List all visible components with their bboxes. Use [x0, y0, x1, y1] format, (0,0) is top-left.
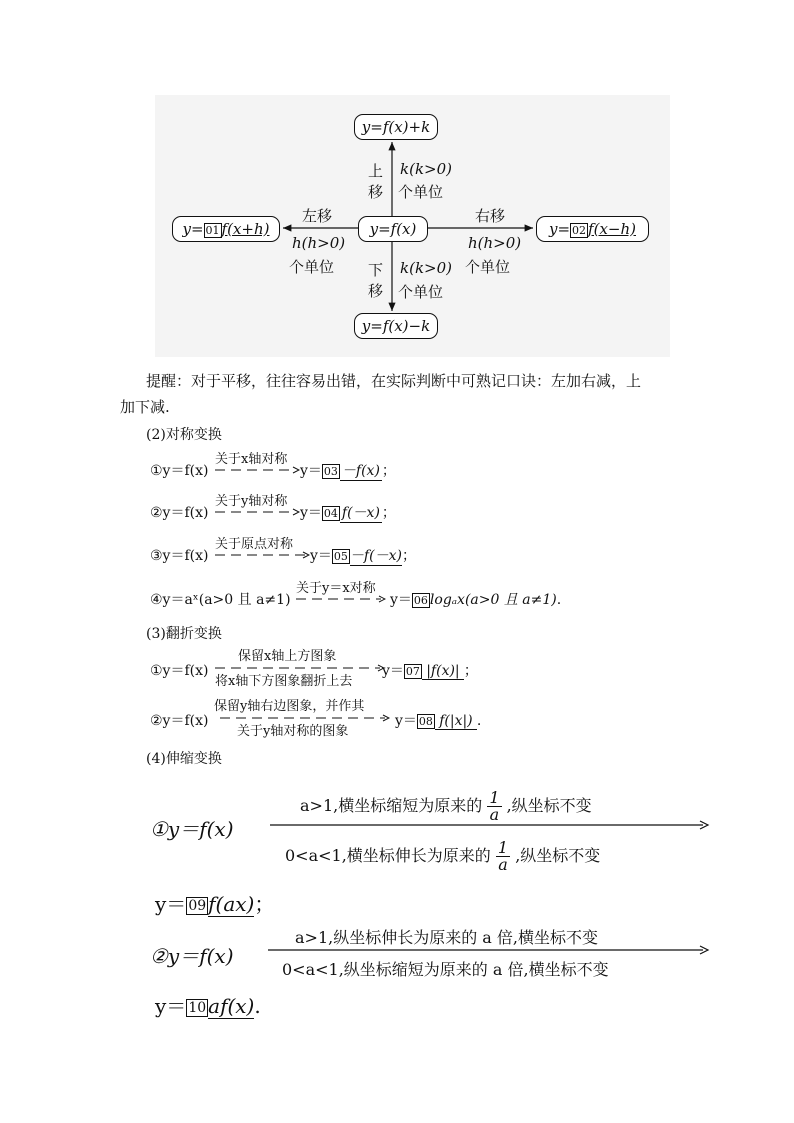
stretch-item-1-bottom-b: ,纵坐标不变	[515, 846, 601, 865]
symmetry-item-4-cond: 关于y＝x对称	[296, 581, 376, 596]
label-down-word1: 下	[368, 261, 384, 279]
label-left-unit: 个单位	[289, 258, 335, 276]
flip-title: (3)翻折变换	[146, 626, 222, 642]
label-left-word: 左移	[302, 207, 333, 225]
answer-number-06: 06	[413, 593, 428, 607]
answer-03: －f(x)	[340, 460, 382, 481]
symmetry-item-4-res: y＝	[390, 592, 412, 608]
stretch-item-2-lead: ②y＝f(x)	[150, 944, 234, 968]
symmetry-item-3-res: y＝	[310, 548, 332, 564]
label-up-word1: 上	[368, 162, 384, 180]
flip-item-1-top: 保留x轴上方图象	[238, 649, 337, 664]
label-up-unit: 个单位	[398, 183, 444, 201]
stretch-item-2-res: y＝	[155, 994, 187, 1018]
node-right-rest: f(x−h)	[588, 220, 636, 238]
stretch-item-2-bottom: 0<a<1,纵坐标缩短为原来的 a 倍,横坐标不变	[282, 960, 609, 979]
answer-04: f(－x)	[340, 502, 382, 523]
answer-number-03: 03	[323, 464, 338, 478]
label-up-word2: 移	[368, 183, 384, 201]
fraction-2-num: 1	[497, 838, 509, 857]
node-bottom: y=f(x)−k	[354, 313, 438, 339]
stretch-item-1-top-b: ,纵坐标不变	[506, 796, 592, 815]
fraction-2-den: a	[498, 855, 508, 874]
label-down-cond: k(k>0)	[400, 259, 452, 277]
symmetry-item-2-end: ；	[381, 505, 396, 521]
flip-item-2-result	[395, 710, 481, 730]
answer-09: f(ax)	[208, 892, 255, 916]
answer-number-01: 01	[205, 223, 220, 237]
stretch-item-2-top: a>1,纵坐标伸长为原来的 a 倍,横坐标不变	[295, 928, 599, 947]
answer-number-05: 05	[333, 549, 348, 563]
answer-number-07: 07	[405, 664, 420, 678]
stretch-item-2-arrow	[268, 945, 710, 955]
symmetry-item-1-result	[300, 460, 396, 481]
fraction-2	[496, 840, 510, 873]
label-up-cond: k(k>0)	[400, 160, 452, 178]
symmetry-item-4-arrow	[296, 595, 386, 603]
answer-05: －f(－x)	[350, 545, 402, 566]
diagram-arrows	[0, 0, 794, 400]
label-down-unit: 个单位	[398, 283, 444, 301]
flip-item-1-end: ；	[463, 663, 478, 679]
symmetry-item-3-end: ；	[401, 548, 416, 564]
symmetry-item-3-cond: 关于原点对称	[215, 537, 294, 552]
node-left	[172, 216, 280, 242]
node-top: y=f(x)+k	[354, 114, 438, 140]
node-right	[536, 216, 649, 242]
answer-number-08: 08	[418, 714, 433, 728]
symmetry-item-3-arrow	[215, 551, 310, 559]
symmetry-item-2-cond: 关于y轴对称	[215, 494, 288, 509]
symmetry-title: (2)对称变换	[146, 427, 222, 443]
flip-item-2-top: 保留y轴右边图象，并作其	[214, 699, 365, 714]
tip-line1: 提醒：对于平移，往往容易出错，在实际判断中可熟记口诀：左加右减，上	[146, 372, 642, 390]
symmetry-item-4-end: .	[556, 592, 562, 608]
stretch-item-1-result	[155, 888, 274, 917]
label-right-cond: h(h>0)	[468, 234, 522, 252]
flip-item-2-bottom: 关于y轴对称的图象	[237, 724, 349, 739]
stretch-item-1-bottom-a: 0<a<1,横坐标伸长为原来的	[285, 846, 491, 865]
stretch-item-1-res: y＝	[155, 892, 187, 916]
answer-number-09: 09	[188, 897, 207, 914]
stretch-item-1-top	[300, 790, 592, 823]
answer-06: logₐx(a>0 且 a≠1)	[429, 592, 557, 608]
symmetry-item-1-end: ；	[381, 463, 396, 479]
flip-item-2-res: y＝	[395, 713, 417, 729]
flip-item-2-end: .	[476, 713, 482, 729]
symmetry-item-3-lead: ③y＝f(x)	[150, 548, 209, 564]
symmetry-item-2-arrow	[215, 508, 300, 516]
flip-item-1-res: y＝	[382, 663, 404, 679]
flip-item-1-bottom: 将x轴下方图象翻折上去	[215, 674, 353, 689]
flip-item-1-result	[382, 660, 478, 680]
fraction-1-num: 1	[489, 788, 500, 807]
stretch-item-2-end: .	[254, 994, 261, 1018]
symmetry-item-1-res: y＝	[300, 463, 322, 479]
symmetry-item-1-lead: ①y＝f(x)	[150, 463, 209, 479]
label-right-word: 右移	[475, 207, 506, 225]
symmetry-item-4-lead: ④y＝aˣ(a>0 且 a≠1)	[150, 592, 291, 608]
flip-item-1-lead: ①y＝f(x)	[150, 663, 209, 679]
fraction-1	[487, 790, 501, 823]
label-left-cond: h(h>0)	[292, 234, 346, 252]
answer-number-02: 02	[572, 223, 587, 237]
answer-07: |f(x)|	[422, 663, 464, 680]
symmetry-item-3-result	[310, 545, 416, 566]
symmetry-item-2-lead: ②y＝f(x)	[150, 505, 209, 521]
node-left-prefix: y=	[182, 220, 204, 238]
answer-08: f(|x|)	[435, 713, 477, 730]
stretch-item-1-lead: ①y＝f(x)	[150, 817, 234, 841]
node-left-rest: f(x+h)	[221, 220, 270, 238]
symmetry-item-4-result	[390, 589, 561, 609]
stretch-title: (4)伸缩变换	[146, 751, 222, 767]
answer-number-10: 10	[188, 999, 207, 1016]
stretch-item-1-end: ；	[254, 892, 275, 916]
stretch-item-1-top-a: a>1,横坐标缩短为原来的	[300, 796, 483, 815]
stretch-item-1-arrow	[270, 820, 710, 830]
label-down-word2: 移	[368, 282, 384, 300]
node-center: y=f(x)	[358, 216, 428, 242]
stretch-item-2-result	[155, 990, 261, 1019]
answer-number-04: 04	[323, 506, 338, 520]
symmetry-item-2-res: y＝	[300, 505, 322, 521]
node-right-prefix: y=	[549, 220, 571, 238]
flip-item-2-lead: ②y＝f(x)	[150, 713, 209, 729]
symmetry-item-1-cond: 关于x轴对称	[215, 452, 288, 467]
tip-line2: 加下减.	[120, 398, 170, 416]
stretch-item-1-bottom	[285, 840, 600, 873]
label-right-unit: 个单位	[465, 258, 511, 276]
answer-10: af(x)	[208, 994, 255, 1018]
fraction-1-den: a	[489, 805, 500, 824]
symmetry-item-1-arrow	[215, 466, 300, 474]
symmetry-item-2-result	[300, 502, 396, 523]
